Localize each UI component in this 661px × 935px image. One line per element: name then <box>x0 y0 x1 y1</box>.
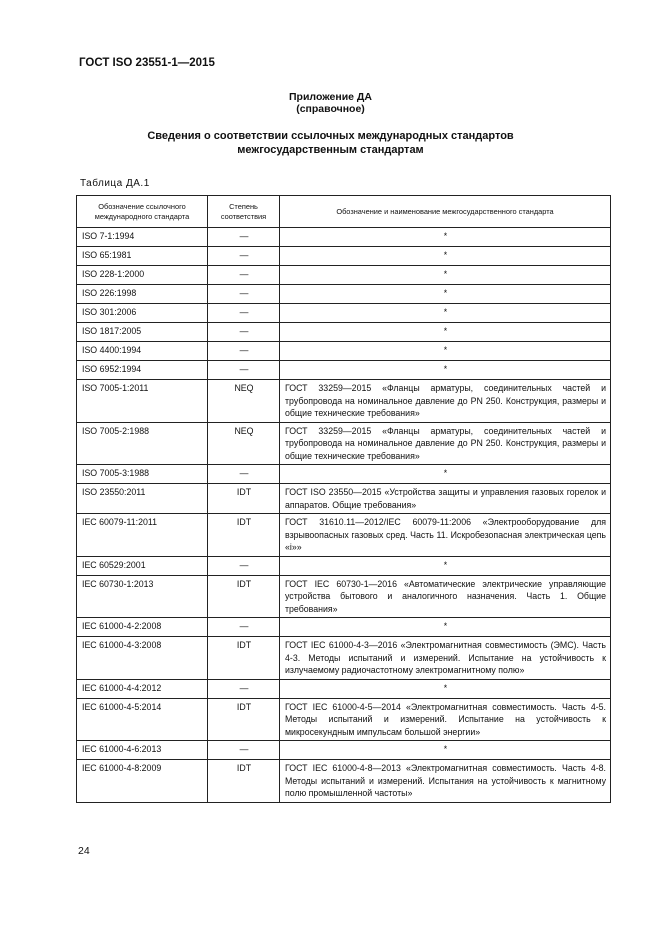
degree-cell: — <box>208 247 280 266</box>
section-title <box>0 129 661 157</box>
annex-title: Приложение ДА <box>289 91 372 103</box>
ref-standard-cell: ISO 1817:2005 <box>77 323 208 342</box>
degree-cell: NEQ <box>208 380 280 423</box>
national-standard-cell: * <box>280 304 611 323</box>
ref-standard-cell: IEC 61000-4-6:2013 <box>77 741 208 760</box>
ref-standard-cell: IEC 61000-4-5:2014 <box>77 698 208 741</box>
table-row <box>77 698 611 741</box>
degree-cell: IDT <box>208 698 280 741</box>
table-row <box>77 380 611 423</box>
national-standard-cell: ГОСТ IEC 60730-1—2016 «Автоматические электрические управляющие устройства бытового и аналогичного назначения. Часть 1. Общие требования» <box>280 575 611 618</box>
table-label: Таблица ДА.1 <box>80 178 150 189</box>
table-row <box>77 228 611 247</box>
national-standard-cell: * <box>280 228 611 247</box>
annex-type: (справочное) <box>296 103 365 115</box>
ref-standard-cell: ISO 7-1:1994 <box>77 228 208 247</box>
national-standard-cell: * <box>280 618 611 637</box>
ref-standard-cell: IEC 61000-4-2:2008 <box>77 618 208 637</box>
table-header-row <box>77 196 611 228</box>
degree-cell: IDT <box>208 484 280 514</box>
table-row <box>77 422 611 465</box>
national-standard-cell: ГОСТ IEC 61000-4-3—2016 «Электромагнитная совместимость (ЭМС). Часть 4-3. Методы испытаний и измерений. Испытание на устойчивость к излучаемому радиочастотному электромагнитному полю» <box>280 637 611 680</box>
degree-cell: — <box>208 556 280 575</box>
degree-cell: — <box>208 228 280 247</box>
national-standard-cell: * <box>280 741 611 760</box>
ref-standard-cell: ISO 4400:1994 <box>77 342 208 361</box>
page-number: 24 <box>78 845 90 857</box>
national-standard-cell: * <box>280 361 611 380</box>
ref-standard-cell: ISO 7005-3:1988 <box>77 465 208 484</box>
ref-standard-cell: IEC 60730-1:2013 <box>77 575 208 618</box>
table-row <box>77 514 611 557</box>
table-row <box>77 361 611 380</box>
degree-cell: — <box>208 679 280 698</box>
table-row <box>77 637 611 680</box>
table-row <box>77 304 611 323</box>
header-ref-standard: Обозначение ссылочного международного стандарта <box>77 196 208 228</box>
national-standard-cell: * <box>280 266 611 285</box>
national-standard-cell: ГОСТ 33259—2015 «Фланцы арматуры, соединительных частей и трубопровода на номинальное давление до PN 250. Конструкция, размеры и общие технические требования» <box>280 422 611 465</box>
national-standard-cell: ГОСТ 31610.11—2012/IEC 60079-11:2006 «Электрооборудование для взрывоопасных газовых сред. Часть 11. Искробезопасная электрическая цепь «i»» <box>280 514 611 557</box>
national-standard-cell: ГОСТ IEC 61000-4-8—2013 «Электромагнитная совместимость. Часть 4-8. Методы испытаний и измерений. Испытания на устойчивость к магнитному полю промышленной частоты» <box>280 760 611 803</box>
ref-standard-cell: ISO 228-1:2000 <box>77 266 208 285</box>
header-degree: Степень соответствия <box>208 196 280 228</box>
ref-standard-cell: ISO 226:1998 <box>77 285 208 304</box>
header-national-standard: Обозначение и наименование межгосударственного стандарта <box>280 196 611 228</box>
national-standard-cell: ГОСТ ISO 23550—2015 «Устройства защиты и управления газовых горелок и аппаратов. Общие требования» <box>280 484 611 514</box>
table-row <box>77 285 611 304</box>
table-row <box>77 760 611 803</box>
table-row <box>77 247 611 266</box>
national-standard-cell: * <box>280 342 611 361</box>
section-title-line-1: Сведения о соответствии ссылочных международных стандартов <box>147 130 514 142</box>
national-standard-cell: * <box>280 247 611 266</box>
degree-cell: — <box>208 266 280 285</box>
degree-cell: — <box>208 618 280 637</box>
degree-cell: IDT <box>208 637 280 680</box>
ref-standard-cell: ISO 301:2006 <box>77 304 208 323</box>
ref-standard-cell: ISO 7005-2:1988 <box>77 422 208 465</box>
table-body <box>77 228 611 803</box>
national-standard-cell: * <box>280 465 611 484</box>
table-row <box>77 323 611 342</box>
ref-standard-cell: IEC 61000-4-3:2008 <box>77 637 208 680</box>
ref-standard-cell: IEC 60079-11:2011 <box>77 514 208 557</box>
degree-cell: — <box>208 361 280 380</box>
table-row <box>77 266 611 285</box>
national-standard-cell: * <box>280 285 611 304</box>
ref-standard-cell: ISO 7005-1:2011 <box>77 380 208 423</box>
degree-cell: — <box>208 741 280 760</box>
table-row <box>77 465 611 484</box>
degree-cell: — <box>208 342 280 361</box>
table-row <box>77 342 611 361</box>
section-title-line-2: межгосударственным стандартам <box>237 144 424 156</box>
annex-heading <box>0 91 661 115</box>
national-standard-cell: * <box>280 556 611 575</box>
degree-cell: IDT <box>208 514 280 557</box>
degree-cell: — <box>208 304 280 323</box>
degree-cell: NEQ <box>208 422 280 465</box>
table-row <box>77 484 611 514</box>
degree-cell: IDT <box>208 760 280 803</box>
degree-cell: IDT <box>208 575 280 618</box>
table-row <box>77 679 611 698</box>
table-row <box>77 618 611 637</box>
standards-correspondence-table <box>76 195 611 803</box>
ref-standard-cell: IEC 61000-4-8:2009 <box>77 760 208 803</box>
ref-standard-cell: ISO 23550:2011 <box>77 484 208 514</box>
degree-cell: — <box>208 323 280 342</box>
ref-standard-cell: ISO 6952:1994 <box>77 361 208 380</box>
table-row <box>77 741 611 760</box>
national-standard-cell: * <box>280 323 611 342</box>
national-standard-cell: ГОСТ IEC 61000-4-5—2014 «Электромагнитная совместимость. Часть 4-5. Методы испытаний и измерений. Испытание на устойчивость к микросекундным импульсам большой энергии» <box>280 698 611 741</box>
table-row <box>77 556 611 575</box>
degree-cell: — <box>208 285 280 304</box>
document-code: ГОСТ ISO 23551-1—2015 <box>79 57 215 69</box>
degree-cell: — <box>208 465 280 484</box>
ref-standard-cell: IEC 60529:2001 <box>77 556 208 575</box>
national-standard-cell: ГОСТ 33259—2015 «Фланцы арматуры, соединительных частей и трубопровода на номинальное давление до PN 250. Конструкция, размеры и общие технические требования» <box>280 380 611 423</box>
table-row <box>77 575 611 618</box>
national-standard-cell: * <box>280 679 611 698</box>
ref-standard-cell: IEC 61000-4-4:2012 <box>77 679 208 698</box>
ref-standard-cell: ISO 65:1981 <box>77 247 208 266</box>
